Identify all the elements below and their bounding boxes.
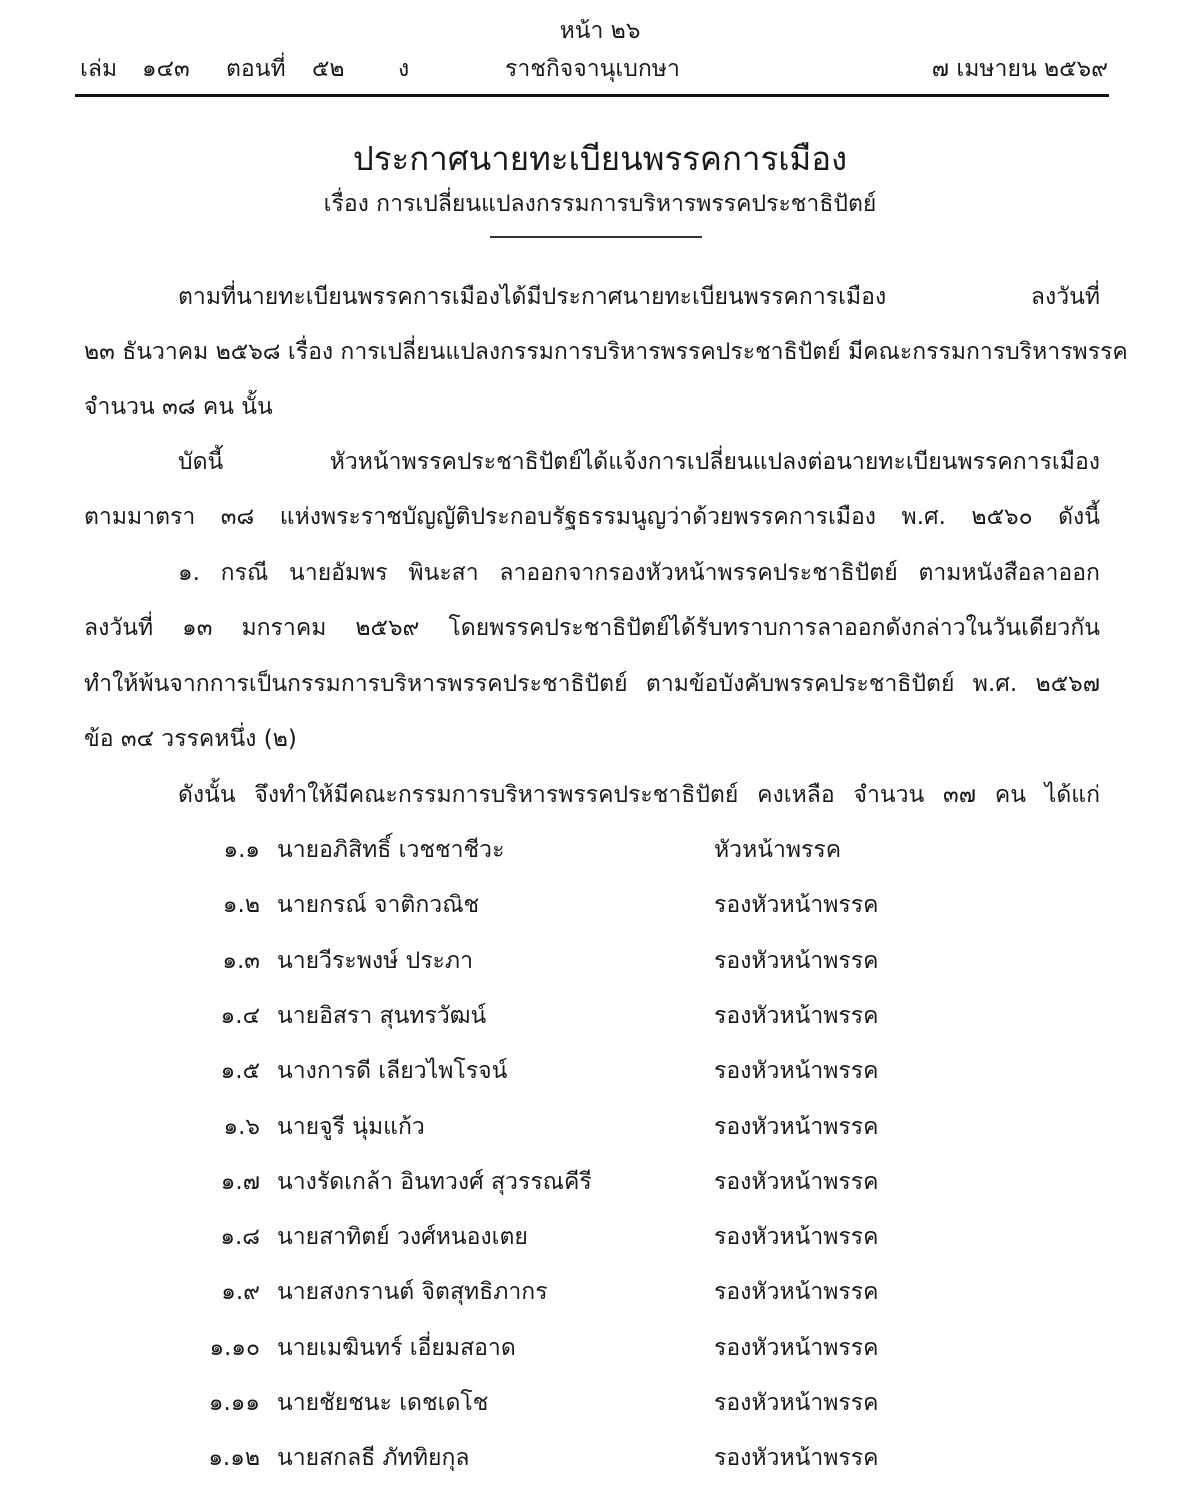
body-line: ข้อ ๓๔ วรรคหนึ่ง (๒) xyxy=(84,726,297,752)
issue-number: ๕๒ xyxy=(312,56,345,82)
announcement-title: ประกาศนายทะเบียนพรรคการเมือง xyxy=(352,139,848,178)
member-row xyxy=(0,1281,1200,1321)
member-position: รองหัวหน้าพรรค xyxy=(714,1168,879,1195)
member-number: ๑.๙ xyxy=(221,1279,260,1306)
member-number: ๑.๔ xyxy=(220,1002,260,1029)
body-line: บัดนี้ หัวหน้าพรรคประชาธิปัตย์ได้แจ้งการเปลี่ยนแปลงต่อนายทะเบียนพรรคการเมือง xyxy=(178,449,1100,475)
member-number: ๑.๑๐ xyxy=(209,1334,260,1361)
member-name: นายอภิสิทธิ์ เวชชาชีวะ xyxy=(277,837,505,863)
title-divider xyxy=(490,236,702,238)
body-line: จำนวน ๓๘ คน นั้น xyxy=(84,394,273,420)
member-name: นายกรณ์ จาติกวณิช xyxy=(277,892,480,919)
member-position: รองหัวหน้าพรรค xyxy=(714,947,879,974)
member-name: นายสกลธี ภัททิยกุล xyxy=(277,1445,470,1472)
member-position: หัวหน้าพรรค xyxy=(714,837,842,863)
member-position: รองหัวหน้าพรรค xyxy=(714,1002,879,1029)
body-line: ลงวันที่ ๑๓ มกราคม ๒๕๖๙ โดยพรรคประชาธิปัตย์ได้รับทราบการลาออกดังกล่าวในวันเดียวกัน xyxy=(84,615,1100,641)
publication-name: ราชกิจจานุเบกษา xyxy=(505,56,680,82)
body-line: ตามมาตรา ๓๘ แห่งพระราชบัญญัติประกอบรัฐธรรมนูญว่าด้วยพรรคการเมือง พ.ศ. ๒๕๖๐ ดังนี้ xyxy=(84,504,1100,530)
member-position: รองหัวหน้าพรรค xyxy=(714,1224,879,1251)
volume-label: เล่ม xyxy=(80,56,118,82)
member-row xyxy=(0,1002,1200,1045)
body-line: ตามที่นายทะเบียนพรรคการเมืองได้มีประกาศนายทะเบียนพรรคการเมือง ลงวันที่ xyxy=(178,284,1100,310)
volume-number: ๑๔๓ xyxy=(142,56,190,82)
publication-date: ๗ เมษายน ๒๕๖๙ xyxy=(931,56,1108,82)
member-number: ๑.๘ xyxy=(220,1224,260,1251)
member-name: นายชัยชนะ เดชเดโช xyxy=(277,1390,489,1416)
member-number: ๑.๒ xyxy=(222,892,260,919)
member-row xyxy=(0,1113,1200,1156)
body-line: ดังนั้น จึงทำให้มีคณะกรรมการบริหารพรรคประชาธิปัตย์ คงเหลือ จำนวน ๓๗ คน ได้แก่ xyxy=(178,782,1100,808)
member-position: รองหัวหน้าพรรค xyxy=(714,1445,879,1472)
member-name: นางการดี เลียวไพโรจน์ xyxy=(277,1058,508,1085)
member-row xyxy=(0,1168,1200,1211)
member-row xyxy=(0,1226,1200,1266)
body-line: ทำให้พ้นจากการเป็นกรรมการบริหารพรรคประชาธิปัตย์ ตามข้อบังคับพรรคประชาธิปัตย์ พ.ศ. ๒๕๖๗ xyxy=(84,671,1100,697)
member-number: ๑.๑๑ xyxy=(208,1390,260,1416)
member-number: ๑.๑ xyxy=(223,837,260,863)
member-row xyxy=(0,947,1200,990)
member-number: ๑.๖ xyxy=(223,1113,260,1140)
member-row xyxy=(0,894,1200,934)
member-name: นายสาทิตย์ วงศ์หนองเตย xyxy=(277,1224,528,1251)
member-name: นายจูรี นุ่มแก้ว xyxy=(277,1113,425,1140)
page-number: หน้า ๒๖ xyxy=(559,18,641,44)
member-position: รองหัวหน้าพรรค xyxy=(714,1279,879,1306)
body-line: ๒๓ ธันวาคม ๒๕๖๘ เรื่อง การเปลี่ยนแปลงกรรมการบริหารพรรคประชาธิปัตย์ มีคณะกรรมการบริหารพรรค xyxy=(84,339,1128,365)
body-line: ๑. กรณี นายอัมพร พินะสา ลาออกจากรองหัวหน้าพรรคประชาธิปัตย์ ตามหนังสือลาออก xyxy=(178,560,1100,586)
member-number: ๑.๗ xyxy=(220,1168,260,1195)
member-position: รองหัวหน้าพรรค xyxy=(714,1334,879,1361)
member-name: นายวีระพงษ์ ประภา xyxy=(277,947,473,974)
announcement-subject: เรื่อง การเปลี่ยนแปลงกรรมการบริหารพรรคประชาธิปัตย์ xyxy=(323,191,877,217)
member-row xyxy=(0,1447,1200,1487)
member-position: รองหัวหน้าพรรค xyxy=(714,1058,879,1085)
member-number: ๑.๕ xyxy=(220,1058,260,1085)
member-row xyxy=(0,1334,1200,1377)
member-name: นายอิสรา สุนทรวัฒน์ xyxy=(277,1002,487,1029)
member-name: นางรัดเกล้า อินทวงศ์ สุวรรณคีรี xyxy=(277,1168,592,1195)
member-position: รองหัวหน้าพรรค xyxy=(714,1390,879,1416)
member-name: นายเมฆินทร์ เอี่ยมสอาด xyxy=(277,1334,516,1361)
section-letter: ง xyxy=(398,56,410,82)
member-row xyxy=(0,1060,1200,1100)
header-divider xyxy=(75,94,1109,97)
member-position: รองหัวหน้าพรรค xyxy=(714,1113,879,1140)
issue-label: ตอนที่ xyxy=(226,56,286,82)
member-name: นายสงกรานต์ จิตสุทธิภากร xyxy=(277,1279,548,1306)
member-position: รองหัวหน้าพรรค xyxy=(714,892,879,919)
member-number: ๑.๓ xyxy=(222,947,260,974)
member-number: ๑.๑๒ xyxy=(208,1445,260,1472)
member-row xyxy=(0,839,1200,879)
member-row xyxy=(0,1392,1200,1432)
